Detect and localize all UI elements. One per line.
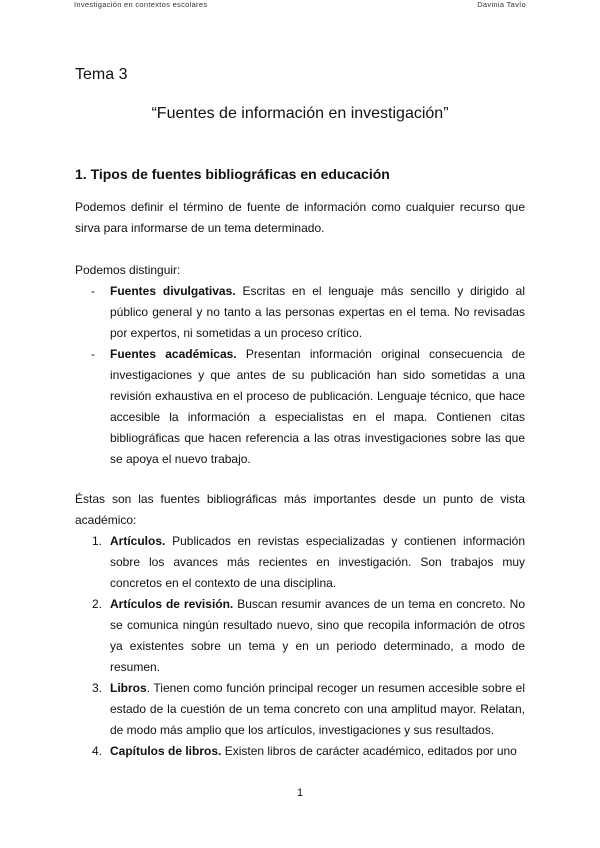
dash-marker: -: [91, 284, 95, 298]
header-left-text: Investigación en contextos escolares: [74, 0, 208, 9]
list-item-articulos: [75, 531, 525, 594]
list-item-divulgativas: [75, 281, 525, 344]
list-item-term: Fuentes académicas.: [110, 347, 237, 361]
list-item-capitulos: [75, 741, 525, 762]
list-item-term: Artículos de revisión.: [110, 597, 234, 611]
paragraph-distinguish: Podemos distinguir:: [75, 263, 181, 277]
section-heading: 1. Tipos de fuentes bibliográficas en educación: [75, 166, 390, 182]
list-item-term: Libros: [110, 681, 147, 695]
list-item-term: Artículos.: [110, 534, 166, 548]
dash-marker: -: [91, 347, 95, 361]
dash-list: [75, 281, 525, 470]
numbered-list: [75, 531, 525, 762]
list-item-text: Escritas en el lenguaje más sencillo y dirigido al público general y no tanto a las personas expertas en el tema. No revisadas por expertos, ni sometidas a un proceso crítico.: [110, 284, 525, 340]
list-item-text: . Tienen como función principal recoger un resumen accesible sobre el estado de la cuestión de un tema concreto con una amplitud mayor. Relatan, de modo más amplio que los artículos, investigaciones y sus resultados.: [110, 681, 525, 737]
list-item-articulos-revision: [75, 594, 525, 678]
number-marker: 4.: [92, 744, 103, 758]
list-item-text: Existen libros de carácter académico, editados por uno: [221, 744, 517, 758]
list-item-text: Publicados en revistas especializadas y contienen información sobre los avances más recientes en investigación. Son trabajos muy concretos en el contexto de una disciplina.: [110, 534, 525, 590]
list-item-libros: [75, 678, 525, 741]
number-marker: 3.: [92, 681, 103, 695]
list-item-term: Capítulos de libros.: [110, 744, 222, 758]
list-item-text: Presentan información original consecuencia de investigaciones y que antes de su publicación han sido sometidas a una revisión exhaustiva en el proceso de publicación. Lenguaje técnico, que hace accesible la información a especialistas en el mapa. Contienen citas bibliográficas que hacen referencia a las otras investigaciones sobre las que se apoya el nuevo trabajo.: [110, 347, 525, 466]
paragraph-definition: Podemos definir el término de fuente de información como cualquier recurso que sirva para informarse de un tema determinado.: [75, 200, 525, 235]
page-number: 1: [296, 787, 304, 799]
list-item-text: Buscan resumir avances de un tema en concreto. No se comunica ningún resultado nuevo, sino que recopila información de otros ya existentes sobre un tema y en un periodo determinado, a modo de resumen.: [110, 597, 525, 674]
list-item-academicas: [75, 344, 525, 470]
header-right-text: Davinia Tavío: [477, 0, 526, 9]
tema-label: Tema 3: [75, 66, 128, 83]
page-header: [74, 0, 526, 14]
paragraph-important-sources: Éstas son las fuentes bibliográficas más importantes desde un punto de vista académico:: [75, 492, 525, 527]
number-marker: 2.: [92, 597, 103, 611]
document-title: “Fuentes de información en investigación”: [151, 105, 449, 122]
number-marker: 1.: [92, 534, 103, 548]
list-item-term: Fuentes divulgativas.: [110, 284, 236, 298]
